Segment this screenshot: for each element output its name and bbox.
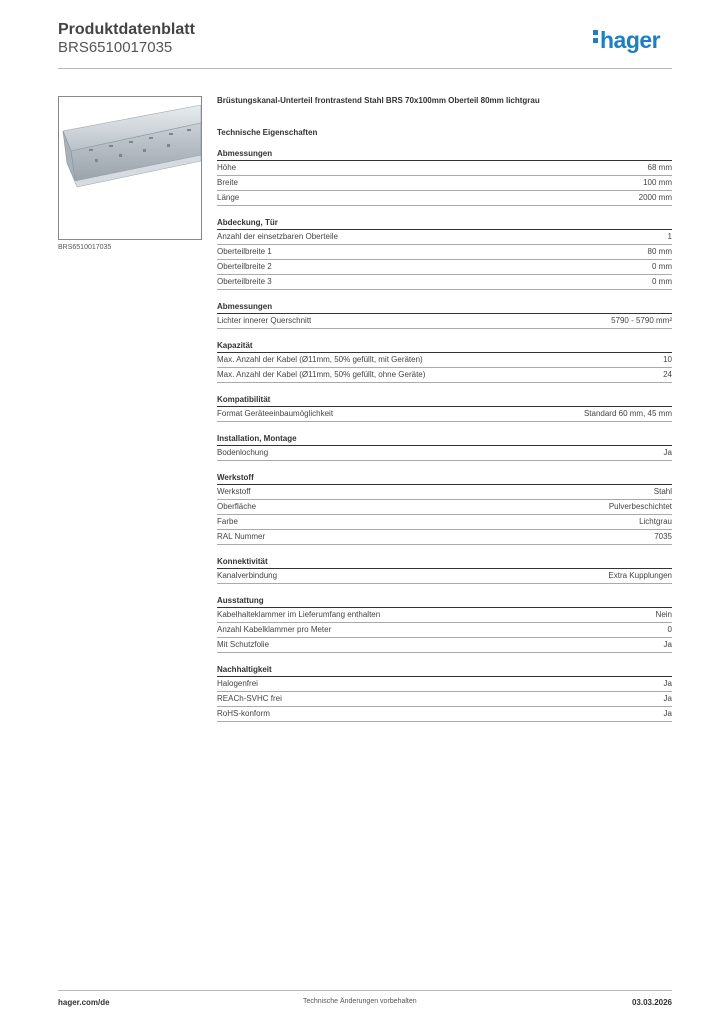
spec-row <box>217 485 672 500</box>
spec-row <box>217 275 672 290</box>
spec-row <box>217 500 672 515</box>
spec-section <box>217 433 672 461</box>
spec-row <box>217 161 672 176</box>
spec-value: 2000 mm <box>638 193 672 202</box>
footer-website: hager.com/de <box>58 998 110 1007</box>
spec-value: Ja <box>663 694 672 703</box>
spec-label: Oberfläche <box>217 502 257 511</box>
spec-value: Ja <box>663 709 672 718</box>
cable-duct-image <box>59 97 201 239</box>
spec-label: Oberteilbreite 3 <box>217 277 272 286</box>
product-code: BRS6510017035 <box>58 39 173 56</box>
spec-section <box>217 595 672 653</box>
spec-label: Max. Anzahl der Kabel (Ø11mm, 50% gefüllt, mit Geräten) <box>217 355 423 364</box>
spec-label: Werkstoff <box>217 487 251 496</box>
spec-label: Kanalverbindung <box>217 571 278 580</box>
spec-label: Anzahl der einsetzbaren Oberteile <box>217 232 338 241</box>
section-title: Werkstoff <box>217 472 672 485</box>
spec-row <box>217 368 672 383</box>
spec-row <box>217 230 672 245</box>
spec-value: Stahl <box>653 487 672 496</box>
spec-label: Lichter innerer Querschnitt <box>217 316 312 325</box>
spec-label: RAL Nummer <box>217 532 266 541</box>
spec-section <box>217 301 672 329</box>
spec-row <box>217 191 672 206</box>
spec-label: Bodenlochung <box>217 448 269 457</box>
section-title: Kapazität <box>217 340 672 353</box>
header-divider <box>58 68 672 69</box>
spec-value: 1 <box>667 232 672 241</box>
spec-value: 80 mm <box>647 247 672 256</box>
tech-properties-title: Technische Eigenschaften <box>217 128 318 137</box>
footer-divider <box>58 990 672 991</box>
spec-row <box>217 623 672 638</box>
spec-row <box>217 707 672 722</box>
image-caption: BRS6510017035 <box>58 244 112 251</box>
spec-row <box>217 245 672 260</box>
spec-value: 10 <box>663 355 672 364</box>
section-title: Ausstattung <box>217 595 672 608</box>
section-title: Nachhaltigkeit <box>217 664 672 677</box>
spec-value: Ja <box>663 679 672 688</box>
spec-row <box>217 314 672 329</box>
spec-value: 24 <box>663 370 672 379</box>
spec-sections <box>217 148 672 722</box>
spec-value: Ja <box>663 448 672 457</box>
spec-row <box>217 677 672 692</box>
spec-label: Anzahl Kabelklammer pro Meter <box>217 625 332 634</box>
spec-row <box>217 353 672 368</box>
spec-label: Oberteilbreite 1 <box>217 247 272 256</box>
spec-label: Breite <box>217 178 238 187</box>
spec-value: 68 mm <box>647 163 672 172</box>
spec-row <box>217 608 672 623</box>
spec-label: Höhe <box>217 163 237 172</box>
spec-label: Länge <box>217 193 240 202</box>
spec-row <box>217 260 672 275</box>
spec-label: Kabelhalteklammer im Lieferumfang enthalten <box>217 610 381 619</box>
spec-row <box>217 446 672 461</box>
spec-label: REACh-SVHC frei <box>217 694 282 703</box>
spec-value: Lichtgrau <box>639 517 672 526</box>
spec-value: 0 mm <box>652 277 672 286</box>
spec-row <box>217 530 672 545</box>
spec-value: 100 mm <box>643 178 672 187</box>
section-title: Kompatibilität <box>217 394 672 407</box>
spec-value: 0 <box>667 625 672 634</box>
spec-section <box>217 556 672 584</box>
spec-label: Mit Schutzfolie <box>217 640 270 649</box>
section-title: Installation, Montage <box>217 433 672 446</box>
spec-row <box>217 407 672 422</box>
spec-row <box>217 569 672 584</box>
spec-content <box>217 96 672 733</box>
hager-logo <box>593 27 660 54</box>
footer-note: Technische Änderungen vorbehalten <box>303 998 417 1005</box>
spec-row <box>217 515 672 530</box>
spec-section <box>217 472 672 545</box>
spec-value: Pulverbeschichtet <box>608 502 672 511</box>
spec-section <box>217 217 672 290</box>
product-image <box>58 96 202 240</box>
section-title: Abdeckung, Tür <box>217 217 672 230</box>
product-title: Brüstungskanal-Unterteil frontrastend Stahl BRS 70x100mm Oberteil 80mm lichtgrau <box>217 96 540 105</box>
spec-section <box>217 664 672 722</box>
page-title: Produktdatenblatt <box>58 21 195 38</box>
spec-value: Standard 60 mm, 45 mm <box>583 409 672 418</box>
spec-value: 7035 <box>654 532 672 541</box>
logo-text: hager <box>600 27 661 53</box>
spec-section <box>217 148 672 206</box>
spec-label: Oberteilbreite 2 <box>217 262 272 271</box>
spec-label: Format Geräteeinbaumöglichkeit <box>217 409 334 418</box>
logo-dots-icon <box>593 30 598 46</box>
spec-section <box>217 340 672 383</box>
spec-row <box>217 176 672 191</box>
spec-row <box>217 638 672 653</box>
spec-label: Farbe <box>217 517 238 526</box>
spec-value: Nein <box>655 610 672 619</box>
section-title: Abmessungen <box>217 301 672 314</box>
section-title: Konnektivität <box>217 556 672 569</box>
footer-date: 03.03.2026 <box>631 998 672 1007</box>
spec-value: Extra Kupplungen <box>608 571 672 580</box>
spec-label: Max. Anzahl der Kabel (Ø11mm, 50% gefüllt, ohne Geräte) <box>217 370 426 379</box>
spec-row <box>217 692 672 707</box>
spec-value: 5790 - 5790 mm² <box>611 316 672 325</box>
spec-value: 0 mm <box>652 262 672 271</box>
spec-label: Halogenfrei <box>217 679 258 688</box>
spec-label: RoHS-konform <box>217 709 270 718</box>
section-title: Abmessungen <box>217 148 672 161</box>
spec-value: Ja <box>663 640 672 649</box>
spec-section <box>217 394 672 422</box>
